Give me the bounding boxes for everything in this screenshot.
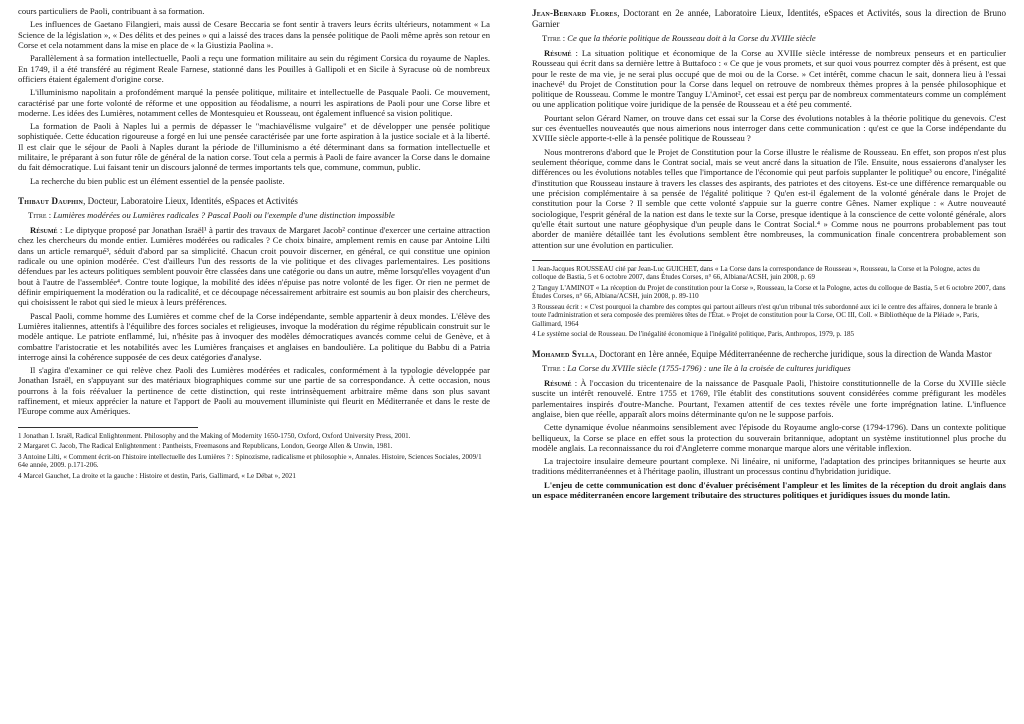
abstract-paragraph <box>532 48 1006 110</box>
footnote: 3 Rousseau écrit : « C'est pourquoi la chambre des comptes qui partout ailleurs n'est qu'un tribunal très subordonné aux ici le centre des affaires, donnera le branle à toute l'administration et sera composée des premières têtes de l'État. » Projet de constitution pour la Corse, OC III, Coll. « Bibliothèque de la Pléiade », Paris, Gallimard, 1964 <box>532 302 998 328</box>
abstract-text: : Le diptyque proposé par Jonathan Israël¹ à partir des travaux de Margaret Jacob² continue d'exercer une certaine attraction chez les chercheurs du monde entier. Lumières modérées ou radicales ? Ce choix binaire, amplement remis en cause par Antoine Lilti dans un article remarqué³, séduit d'abord par sa simplicité. Chacun croit pouvoir discerner, en général, ce qui constitue une opinion radicale ou une opinion modérée. C'est d'ailleurs l'un des ressorts de la vie politique et des clivages parlementaires. Les positions défendues par les acteurs politiques semblent pouvoir être classées dans une catégorie ou dans un autre, même lorsqu'elles voyagent d'un bout à l'autre de l'assemblée⁴. Contre toute logique, la mobilité des idées n'épuise pas notre volonté de les figer. Or rien ne permet de définir empiriquement la modération ou la radicalité, et ce découpage nécessairement arbitraire est soumis au bon plaisir des chercheurs, qui choisissent le rabot qui sied le mieux à leurs préférences. <box>18 225 490 308</box>
paragraph: La formation de Paoli à Naples lui a permis de dépasser le "machiavélisme vulgaire" et de développer une pensée politique sophistiquée. Cette éducation rigoureuse a forgé en lui une pensée caractérisée par une forte aspiration à la justice sociale et à la liberté. Il est clair que le séjour de Paoli à Naples durant la période de l'illuminismo a été déterminant dans sa formation intellectuelle et militaire, le préparant à son futur rôle de général de la nation corse. Tout cela a permis à Paoli de faire avancer la Corse dans le domaine du fait démocratique. Lui faisant tenir un discours jalonné de termes importants tels que, commune, commun, public. <box>18 121 490 173</box>
abstract-paragraph: Cette dynamique évolue néanmoins sensiblement avec l'épisode du Royaume anglo-corse (1794-1796). Dans un contexte politique belliqueux, la Corse se place en effet sous la protection du souverain britannique, adoptant un système institutionnel plus proche du modèle anglais. La reconnaissance du roi d'Angleterre comme monarque marque alors une véritable inflexion. <box>532 422 1006 453</box>
right-page <box>532 6 1006 718</box>
title-text: La Corse du XVIIIe siècle (1755-1796) : une île à la croisée de cultures juridiques <box>567 362 851 373</box>
abstract-paragraph: Il s'agira d'examiner ce qui relève chez Paoli des Lumières modérées et radicales, conformément à la typologie développée par Jonathan Israël, en s'appuyant sur des matériaux biographiques comme sur une partie de sa correspondance. À cette occasion, nous pourrons à la fois réévaluer la pertinence de cette distinction, qui reste intrinsèquement arbitraire même dans son plus savant raffinement, et mieux apprécier la nature et l'apport de Paoli au mouvement illuministe qui fleurit en Méditerranée et dans le reste de l'Europe comme aux Amériques. <box>18 365 490 417</box>
footnote: 4 Marcel Gauchet, La droite et la gauche : Histoire et destin, Paris, Gallimard, « Le Débat », 2021 <box>18 471 296 480</box>
left-page <box>18 6 490 718</box>
abstract-label: Résumé <box>544 377 572 388</box>
abstract-paragraph <box>18 225 490 308</box>
paragraph: cours particuliers de Paoli, contribuant à sa formation. <box>18 6 205 16</box>
author-affiliation: , Docteur, Laboratoire Lieux, Identités, eSpaces et Activités <box>83 196 298 206</box>
abstract-paragraph: Nous montrerons d'abord que le Projet de Constitution pour la Corse illustre le réalisme de Rousseau. En effet, son propos n'est plus seulement théorique, comme dans le Contrat social, mais se veut ancré dans la situation de l'île. Ensuite, nous essaierons d'analyser les différences ou les évolutions notables telles que l'importance de l'économie qui peut parfois supplanter le politique³ ou encore, l'inégalité d'institution que Rousseau instaure à travers les classes des aspirants, des patriotes et des citoyens. Est-ce une différence remarquable ou une précision complémentaire à sa pensée de l'égalité politique ? Qu'en est-il également de la volonté générale dans le Projet de constitution pour la Corse ? Il semble que cette volonté s'appuie sur la guerre contre Gênes. Namer explique : « Autre nouveauté sociologique, l'esprit général de la nation est dans le texte sur la Corse, presque identique à la conscience de cette volonté générale, alors qu'elle était surtout une nature géophysique d'un peuple dans le Contrat Social.⁴ » Comme nous ne pourrons probablement pas tout aborder de manière détaillée tant les évolutions semblent être nombreuses, la communication finale concentrera probablement son attention sur une évolution en particulier. <box>532 146 1006 250</box>
title-text: Lumières modérées ou Lumières radicales ? Pascal Paoli ou l'exemple d'une distinction impossible <box>53 209 395 220</box>
talk-title <box>542 33 1006 43</box>
author-name: Mohamed Sylla <box>532 348 595 359</box>
footnote: 2 Tanguy L'AMINOT « La réception du Projet de constitution pour la Corse », Rousseau, la Corse et la Pologne, actes du colloque de Bastia, 5 et 6 octobre 2007, dans Études Corses, n° 66, Albiana/ACSH, juin 2008, p. 89-110 <box>532 283 1006 301</box>
conclusion-paragraph: L'enjeu de cette communication est donc d'évaluer précisément l'ampleur et les limites de la réception du droit anglais dans un espace méditerranéen encore largement tributaire des structures politiques et juridiques issues du monde latin. <box>532 479 1006 501</box>
talk-title <box>28 210 490 220</box>
author-affiliation: , Doctorant en 1ère année, Equipe Méditerranéenne de recherche juridique, sous la direction de Wanda Mastor <box>594 348 992 359</box>
title-label: Titre : <box>542 32 566 43</box>
abstract-text: : La situation politique et économique de la Corse au XVIIIe siècle intéresse de nombreux penseurs et en particulier Rousseau qui écrit dans sa dernière lettre à Buttafoco : « Ce que je vous promets, et sur quoi vous pourrez compter dès à présent, est que pour le reste de ma vie, je ne serai plus occupé que de moi ou de la Corse. » Cet intérêt, comme chacun le sait, donnera lieu à l'essai inachevé¹ du Projet de Constitution pour la Corse dans lequel on retrouve de nombreux thèmes propres à la pensée philosophique et politique de Rousseau. Comme le montre Tanguy L'Aminot², cet essai est perçu par de nombreux commentateurs comme un complément ou une application politique voire juridique de la pensée de Rousseau et a été peu commenté. <box>532 47 1006 110</box>
footnote: 2 Margaret C. Jacob, The Radical Enlightenment : Pantheists, Freemasons and Republicans, London, George Allen & Unwin, 1981. <box>18 442 393 451</box>
title-text: Ce que la théorie politique de Rousseau doit à la Corse du XVIIIe siècle <box>567 32 816 43</box>
paragraph: Les influences de Gaetano Filangieri, mais aussi de Cesare Beccaria se font sentir à travers leurs écrits ultérieurs, notamment « La Science de la législation », « Des délits et des peines » qui a laissé des traces dans la pensée politique de Paoli même après son retour en Corse et cela notamment dans la mise en place de « la Giustizia Paolina ». <box>18 19 490 50</box>
paragraph: Parallèlement à sa formation intellectuelle, Paoli a reçu une formation militaire au sein du régiment Corsica du royaume de Naples. En 1749, il a été transféré au régiment Reale Farnese, stationné dans les Pouilles à Gallipoli et en Sicile à Syracuse où de nombreux officiers étaient également d'origine corse. <box>18 53 490 84</box>
footnote: 3 Antoine Lilti, « Comment écrit-on l'histoire intellectuelle des Lumières ? : Spinozisme, radicalisme et philosophie », Annales. Histoire, Sciences Sociales, 2009/1 64e année, 2009. p.171-206. <box>18 452 482 470</box>
author-line <box>532 349 1006 360</box>
footnote-separator <box>18 427 198 428</box>
author-name: Thibaut Dauphin <box>18 196 84 206</box>
abstract-paragraph <box>532 378 1006 419</box>
title-label: Titre : <box>542 362 566 373</box>
footnote: 1 Jean-Jacques ROUSSEAU cité par Jean-Luc GUICHET, dans « La Corse dans la correspondance de Rousseau », Rousseau, la Corse et la Pologne, actes du colloque de Bastia, 5 et 6 octobre 2007, dans Études Corses, n° 66, Albiana/ACSH, juin 2008, p. 69 <box>532 264 980 282</box>
author-name: Jean-Bernard Flores <box>532 8 618 18</box>
paragraph: La recherche du bien public est un élément essentiel de la pensée paoliste. <box>30 175 285 186</box>
footnote: 1 Jonathan I. Israël, Radical Enlightenment. Philosophy and the Making of Modernity 1650-1750, Oxford, Oxford University Press, 2001. <box>18 431 411 440</box>
abstract-label: Résumé <box>544 47 572 58</box>
abstract-paragraph: La trajectoire insulaire demeure pourtant complexe. Ni linéaire, ni uniforme, l'adaptation des principes britanniques se heurte aux traditions méditerranéennes et à l'héritage paolin, illustrant un processus continu d'hybridation juridique. <box>532 456 1006 477</box>
footnote-separator <box>532 260 712 261</box>
talk-title <box>542 363 1006 373</box>
author-line <box>532 8 1006 30</box>
title-label: Titre : <box>28 209 52 220</box>
paragraph: L'illuminismo napolitain a profondément marqué la pensée politique, militaire et intellectuelle de Pasquale Paoli. Ce mouvement, caractérisé par une forte volonté de réforme et une opposition au féodalisme, a nourri les aspirations de Paoli pour une Corse libre et moderne. Les idées des Lumières, notamment celles de Montesquieu et Rousseau, ont également influencé sa vision politique. <box>18 87 490 118</box>
author-line <box>18 196 490 207</box>
footnote: 4 Le système social de Rousseau. De l'inégalité économique à l'inégalité politique, Paris, Anthropos, 1979, p. 185 <box>532 330 855 339</box>
abstract-paragraph: Pourtant selon Gérard Namer, on trouve dans cet essai sur la Corse des évolutions notables à la théorie politique du genevois. C'est sur ces éventuelles nouveautés que nous aimerions nous interroger dans cette communication : qu'est ce que la Corse indépendante du XVIIIe siècle apporte-t-elle à la pensée politique de Rousseau ? <box>532 112 1006 144</box>
abstract-paragraph: Pascal Paoli, comme homme des Lumières et comme chef de la Corse indépendante, semble appartenir à deux mondes. L'élève des Lumières italiennes, attentifs à l'équilibre des forces sociales et religieuses, invoque la modération du régime républicain construit sur le modèle antique. Le patriote enflammé, lui, n'hésite pas à invoquer des modèles démocratiques avancés comme celui de Genève, et à combattre l'aristocratie et les notabilités avec les Lumières françaises et anglaises en bandoulière. La politique du Babbu di a Patria interroge ainsi la cohérence supposée de ces deux catégories d'analyse. <box>18 310 490 362</box>
abstract-label: Résumé <box>30 225 58 236</box>
abstract-text: : À l'occasion du tricentenaire de la naissance de Pasquale Paoli, l'histoire constitutionnelle de la Corse du XVIIIe siècle suscite un intérêt renouvelé. Entre 1755 et 1769, l'île établit des constitutions souvent considérées comme préfigurant les modèles parlementaires inspirés d'outre-Manche. Pourtant, l'examen attentif de ces textes révèle une forte imprégnation latine. L'influence anglaise, bien que réelle, apparaît alors moins déterminante qu'on ne le suppose parfois. <box>532 377 1006 419</box>
author-affiliation: , Doctorant en 2e année, Laboratoire Lieux, Identités, eSpaces et Activités, sous la direction de Bruno Garnier <box>532 8 1006 29</box>
